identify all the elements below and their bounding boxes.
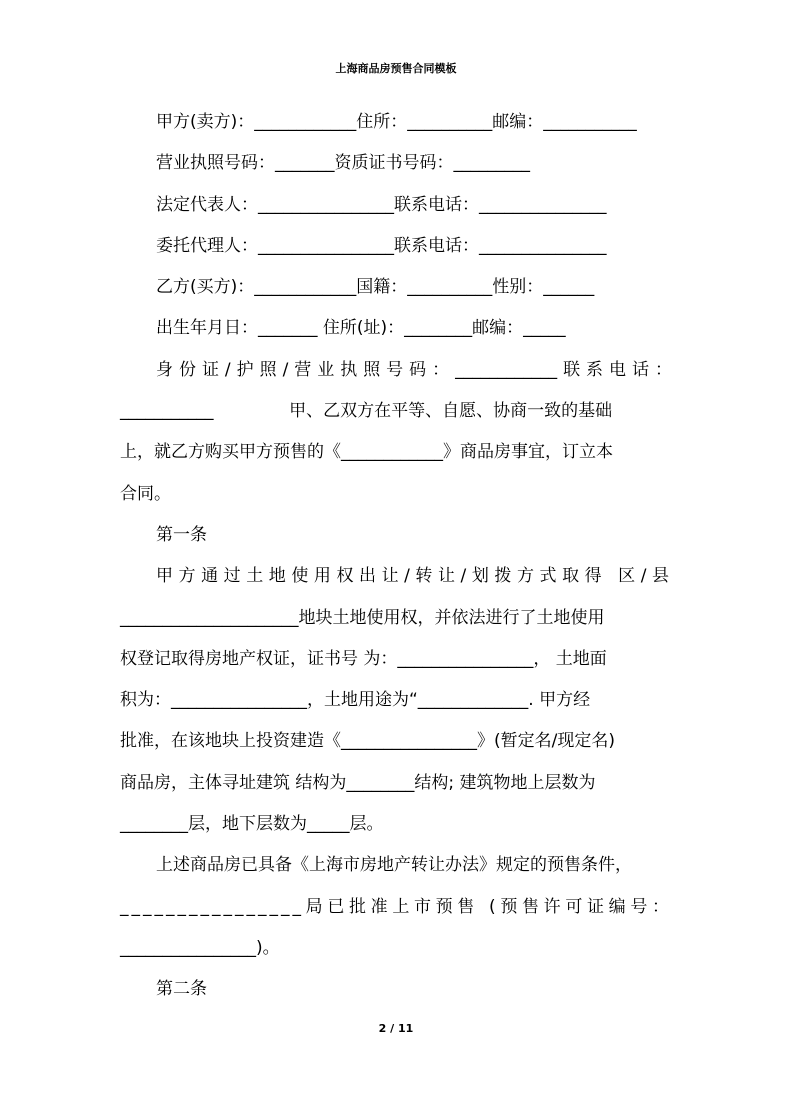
seller-field-line: 甲方(卖方)：____________住所：__________邮编：___________ (156, 112, 637, 132)
article-1-line: 商品房，主体寻址建筑 结构为________结构; 建筑物地上层数为 (120, 772, 596, 793)
article-1-line: 甲方通过土地使用权出让/转让/划拨方式取得 区/县 (156, 566, 672, 587)
article-1-line: ________层，地下层数为_____层。 (120, 814, 384, 835)
article-1-line: 积为：________________，土地用途为“_____________. 甲方经 (120, 690, 591, 711)
id-number-field-line: 身份证/护照/营业执照号码：____________联系电话： (156, 359, 672, 380)
article-1-paragraph-2-line: ________________)。 (120, 937, 280, 958)
article-2-title: 第二条 (156, 979, 207, 1000)
intro-paragraph-line: ___________ 甲、乙双方在平等、自愿、协商一致的基础 (120, 401, 613, 422)
legal-rep-field-line: 法定代表人：________________联系电话：_______________ (156, 194, 607, 215)
contract-body (120, 102, 672, 1011)
page-number: 2 / 11 (378, 1022, 414, 1035)
agent-field-line: 委托代理人：________________联系电话：_______________ (156, 235, 607, 256)
article-1-line: 批准，在该地块上投资建造《________________》(暂定名/现定名) (120, 731, 615, 752)
article-1-paragraph-2-line: 上述商品房已具备《上海市房地产转让办法》规定的预售条件， (156, 855, 632, 876)
intro-paragraph-line: 上，就乙方购买甲方预售的《____________》商品房事宜，订立本 (120, 442, 613, 463)
article-1-paragraph-2-line: ________________局已批准上市预售 (预售许可证编号： (120, 896, 672, 917)
buyer-field-line: 乙方(买方)：____________国籍：__________性别：______ (156, 277, 595, 298)
article-1-title: 第一条 (156, 524, 207, 545)
birth-field-line: 出生年月日：_______ 住所(址)：________邮编：_____ (156, 318, 566, 339)
license-field-line: 营业执照号码：_______资质证书号码：_________ (156, 153, 530, 174)
article-1-line: _____________________地块土地使用权，并依法进行了土地使用 (120, 607, 605, 628)
page-header: 上海商品房预售合同模板 (335, 62, 457, 75)
intro-paragraph-line: 合同。 (120, 483, 171, 504)
article-1-line: 权登记取得房地产权证，证书号 为：________________， 土地面 (120, 648, 607, 669)
